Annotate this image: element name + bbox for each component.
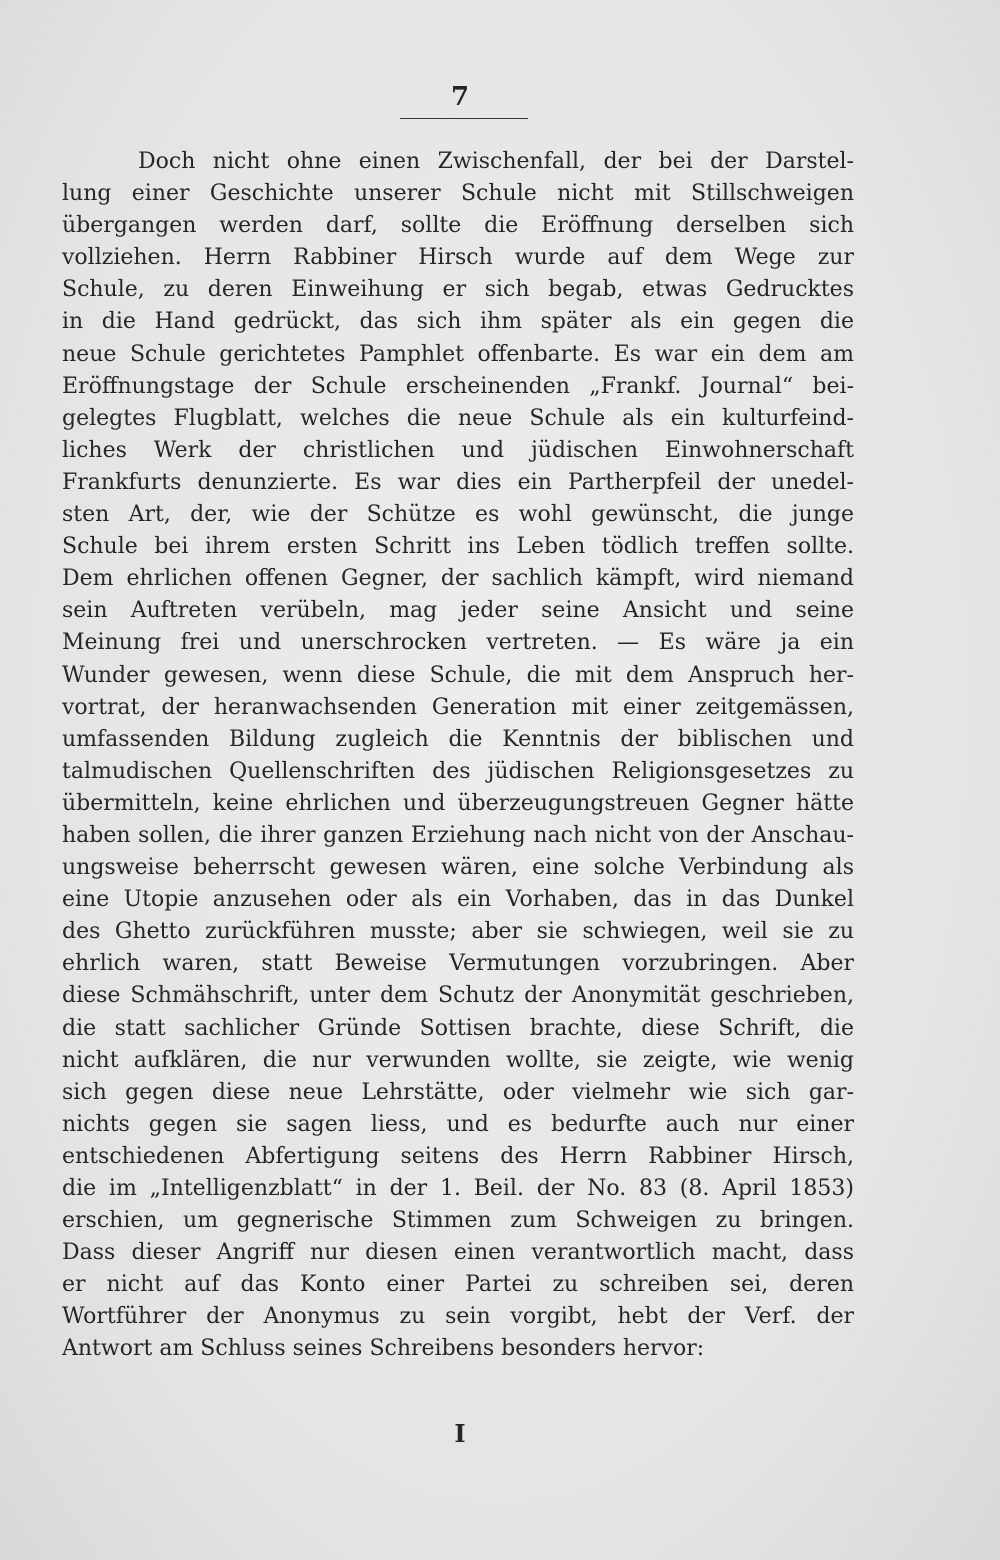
text-line: ungsweise beherrscht gewesen wären, eine solche Verbindung als (62, 855, 854, 881)
text-line: vollziehen. Herrn Rabbiner Hirsch wurde auf dem Wege zur (62, 245, 854, 271)
text-line: Doch nicht ohne einen Zwischenfall, der bei der Darstel- (138, 149, 854, 174)
text-line: neue Schule gerichtetes Pamphlet offenbarte. Es war ein dem am (62, 341, 854, 367)
text-line: in die Hand gedrückt, das sich ihm später als ein gegen die (62, 309, 854, 335)
text-line: eine Utopie anzusehen oder als ein Vorhaben, das in das Dunkel (62, 887, 854, 913)
text-line: diese Schmähschrift, unter dem Schutz der Anonymität geschrieben, (62, 983, 854, 1009)
text-line: liches Werk der christlichen und jüdischen Einwohnerschaft (62, 437, 854, 463)
text-line: Wortführer der Anonymus zu sein vorgibt, hebt der Verf. der (62, 1304, 854, 1330)
text-line: ehrlich waren, statt Beweise Vermutungen vorzubringen. Aber (62, 951, 854, 977)
text-line: entschiedenen Abfertigung seitens des Herrn Rabbiner Hirsch, (62, 1143, 854, 1169)
text-line: Frankfurts denunzierte. Es war dies ein Partherpfeil der unedel- (62, 469, 854, 495)
body-text (62, 146, 854, 1366)
text-line: erschien, um gegnerische Stimmen zum Schweigen zu bringen. (62, 1208, 854, 1234)
text-line: lung einer Geschichte unserer Schule nicht mit Stillschweigen (62, 181, 854, 207)
text-line: haben sollen, die ihrer ganzen Erziehung nach nicht von der Anschau- (62, 822, 854, 848)
text-line: Dem ehrlichen offenen Gegner, der sachlich kämpft, wird niemand (62, 566, 854, 592)
text-line: nicht aufklären, die nur verwunden wollte, sie zeigte, wie wenig (62, 1047, 854, 1073)
text-line: die im „Intelligenzblatt“ in der 1. Beil. der No. 83 (8. April 1853) (62, 1176, 854, 1201)
text-line: übergangen werden darf, sollte die Eröffnung derselben sich (62, 213, 854, 239)
text-line: gelegtes Flugblatt, welches die neue Schule als ein kulturfeind- (62, 405, 854, 431)
text-line: Eröffnungstage der Schule erscheinenden „Frankf. Journal“ bei- (62, 373, 854, 399)
text-line: vortrat, der heranwachsenden Generation mit einer zeitgemässen, (62, 694, 854, 720)
text-line: die statt sachlicher Gründe Sottisen brachte, diese Schrift, die (62, 1015, 854, 1041)
text-line: Schule, zu deren Einweihung er sich begab, etwas Gedrucktes (62, 277, 854, 303)
text-line: übermitteln, keine ehrlichen und überzeugungstreuen Gegner hätte (62, 790, 854, 816)
text-line: talmudischen Quellenschriften des jüdischen Religionsgesetzes zu (62, 758, 854, 784)
text-line: er nicht auf das Konto einer Partei zu schreiben sei, deren (62, 1272, 854, 1298)
text-line: Schule bei ihrem ersten Schritt ins Leben tödlich treffen sollte. (62, 534, 854, 560)
text-line: Dass dieser Angriff nur diesen einen verantwortlich macht, dass (62, 1240, 854, 1266)
text-line: sein Auftreten verübeln, mag jeder seine Ansicht und seine (62, 598, 854, 624)
text-line: Meinung frei und unerschrocken vertreten. — Es wäre ja ein (62, 630, 854, 656)
header-rule (400, 118, 528, 119)
text-line: Antwort am Schluss seines Schreibens besonders hervor: (62, 1336, 705, 1362)
text-line: nichts gegen sie sagen liess, und es bedurfte auch nur einer (62, 1111, 854, 1137)
page-number: 7 (450, 82, 470, 112)
text-line: Wunder gewesen, wenn diese Schule, die mit dem Anspruch her- (62, 662, 854, 688)
text-line: des Ghetto zurückführen musste; aber sie schwiegen, weil sie zu (62, 919, 854, 945)
text-line: sich gegen diese neue Lehrstätte, oder vielmehr wie sich gar- (62, 1079, 854, 1105)
signature-mark: I (454, 1419, 466, 1448)
text-line: umfassenden Bildung zugleich die Kenntnis der biblischen und (62, 726, 854, 752)
text-line: sten Art, der, wie der Schütze es wohl gewünscht, die junge (62, 502, 854, 528)
